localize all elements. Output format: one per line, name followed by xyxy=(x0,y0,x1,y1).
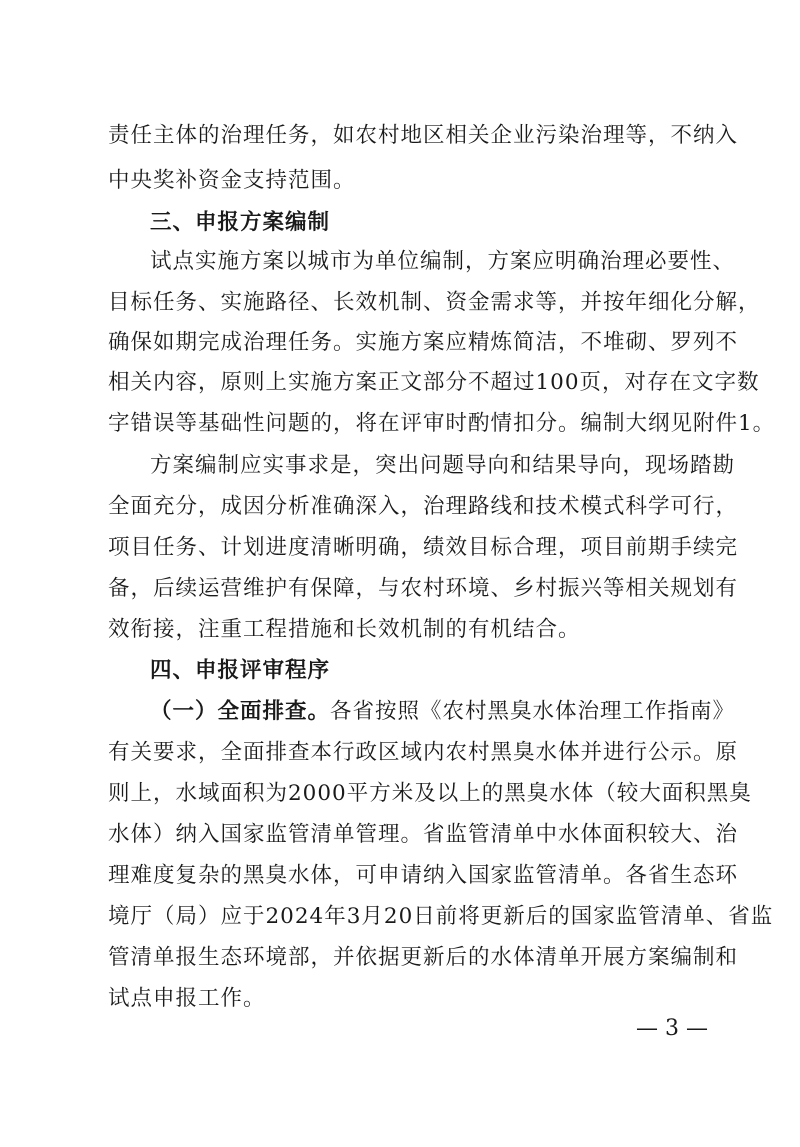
paragraph-line: 全面充分，成因分析准确深入，治理路线和技术模式科学可行， xyxy=(108,494,739,519)
paragraph-line: 中央奖补资金支持范围。 xyxy=(108,168,356,193)
paragraph-line: 责任主体的治理任务，如农村地区相关企业污染治理等，不纳入 xyxy=(108,123,739,148)
section-heading-4: 四、申报评审程序 xyxy=(150,658,331,683)
paragraph-line: 备，后续运营维护有保障，与农村环境、乡村振兴等相关规划有 xyxy=(108,576,739,601)
paragraph-line: 字错误等基础性问题的，将在评审时酌情扣分。编制大纲见附件1。 xyxy=(108,411,776,436)
subsection-title: （一）全面排查。 xyxy=(150,699,331,724)
paragraph-line: 则上，水域面积为2000平方米及以上的黑臭水体（较大面积黑臭 xyxy=(108,781,752,806)
paragraph-line: 水体）纳入国家监管清单管理。省监管清单中水体面积较大、治 xyxy=(108,822,739,847)
paragraph-line: 试点申报工作。 xyxy=(108,986,266,1011)
paragraph-line: 管清单报生态环境部，并依据更新后的水体清单开展方案编制和 xyxy=(108,945,739,970)
paragraph-line: 效衔接，注重工程措施和长效机制的有机结合。 xyxy=(108,617,581,642)
page-number: — 3 — xyxy=(636,1016,708,1041)
paragraph-line: 确保如期完成治理任务。实施方案应精炼简洁，不堆砌、罗列不 xyxy=(108,330,739,355)
paragraph-line: 试点实施方案以城市为单位编制，方案应明确治理必要性、 xyxy=(150,249,736,274)
paragraph-line: 相关内容，原则上实施方案正文部分不超过100页，对存在文字数 xyxy=(108,370,760,395)
paragraph-text: 各省按照《农村黑臭水体治理工作指南》 xyxy=(330,699,736,724)
paragraph-line: 项目任务、计划进度清晰明确，绩效目标合理，项目前期手续完 xyxy=(108,535,739,560)
paragraph-line: 境厅（局）应于2024年3月20日前将更新后的国家监管清单、省监 xyxy=(108,904,774,929)
paragraph-line: 方案编制应实事求是，突出问题导向和结果导向，现场踏勘 xyxy=(150,453,736,478)
paragraph-line xyxy=(150,697,735,727)
paragraph-line: 目标任务、实施路径、长效机制、资金需求等，并按年细化分解， xyxy=(108,290,761,315)
paragraph-line: 有关要求，全面排查本行政区域内农村黑臭水体并进行公示。原 xyxy=(108,740,739,765)
section-heading-3: 三、申报方案编制 xyxy=(150,210,331,235)
paragraph-line: 理难度复杂的黑臭水体，可申请纳入国家监管清单。各省生态环 xyxy=(108,863,739,888)
